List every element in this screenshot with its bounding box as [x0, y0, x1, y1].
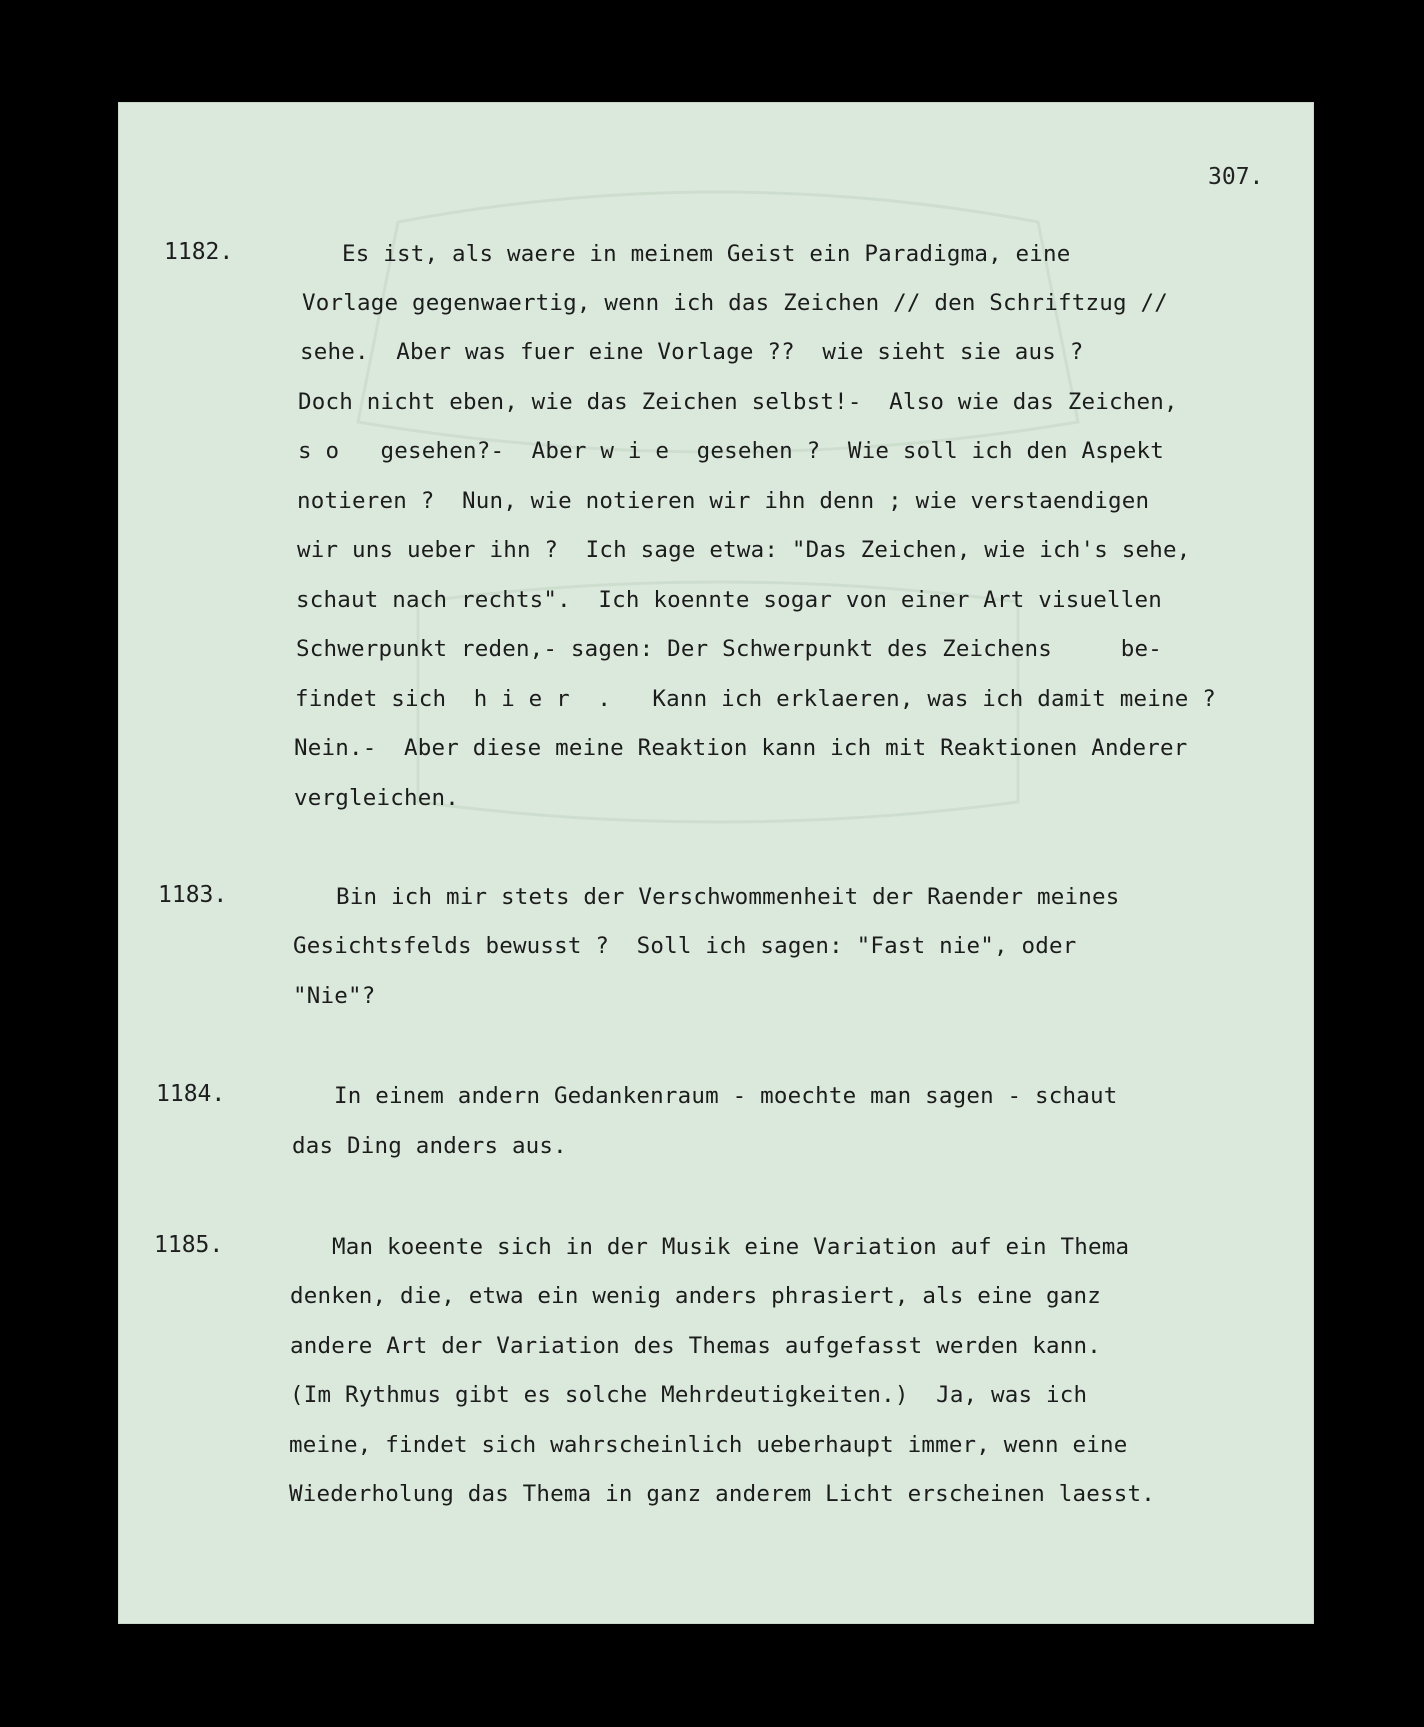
text-line: s o gesehen?- Aber w i e gesehen ? Wie soll ich den Aspekt: [298, 438, 1165, 464]
text-line: Schwerpunkt reden,- sagen: Der Schwerpunkt des Zeichens be-: [296, 636, 1163, 662]
text-line: Man koeente sich in der Musik eine Variation auf ein Thema: [332, 1234, 1130, 1260]
entry-number: 1182.: [164, 239, 234, 265]
text-line: denken, die, etwa ein wenig anders phrasiert, als eine ganz: [290, 1283, 1102, 1309]
text-line: (Im Rythmus gibt es solche Mehrdeutigkeiten.) Ja, was ich: [290, 1382, 1088, 1408]
text-line: Doch nicht eben, wie das Zeichen selbst!- Also wie das Zeichen,: [298, 389, 1178, 415]
typescript-page: [118, 102, 1314, 1624]
text-line: meine, findet sich wahrscheinlich ueberhaupt immer, wenn eine: [289, 1432, 1128, 1458]
text-line: Vorlage gegenwaertig, wenn ich das Zeichen // den Schriftzug //: [302, 290, 1169, 316]
text-line: sehe. Aber was fuer eine Vorlage ?? wie sieht sie aus ?: [300, 339, 1084, 365]
text-line: Gesichtsfelds bewusst ? Soll ich sagen: "Fast nie", oder: [293, 933, 1077, 959]
entry-number: 1185.: [154, 1232, 224, 1258]
text-line: schaut nach rechts". Ich koennte sogar von einer Art visuellen: [296, 587, 1163, 613]
page-number: 307.: [1208, 164, 1264, 190]
text-line: vergleichen.: [294, 785, 459, 811]
text-line: Bin ich mir stets der Verschwommenheit der Raender meines: [336, 884, 1120, 910]
text-line: In einem andern Gedankenraum - moechte man sagen - schaut: [334, 1083, 1118, 1109]
text-line: wir uns ueber ihn ? Ich sage etwa: "Das Zeichen, wie ich's sehe,: [297, 537, 1191, 563]
text-line: notieren ? Nun, wie notieren wir ihn denn ; wie verstaendigen: [297, 488, 1150, 514]
entry-number: 1184.: [156, 1081, 226, 1107]
text-line: findet sich h i e r . Kann ich erklaeren, was ich damit meine ?: [295, 686, 1216, 712]
text-line: "Nie"?: [293, 983, 376, 1009]
entry-number: 1183.: [158, 882, 228, 908]
text-line: Nein.- Aber diese meine Reaktion kann ich mit Reaktionen Anderer: [294, 735, 1188, 761]
text-line: Wiederholung das Thema in ganz anderem Licht erscheinen laesst.: [289, 1481, 1156, 1507]
text-line: Es ist, als waere in meinem Geist ein Paradigma, eine: [342, 241, 1071, 267]
text-line: andere Art der Variation des Themas aufgefasst werden kann.: [290, 1333, 1102, 1359]
text-line: das Ding anders aus.: [292, 1133, 567, 1159]
